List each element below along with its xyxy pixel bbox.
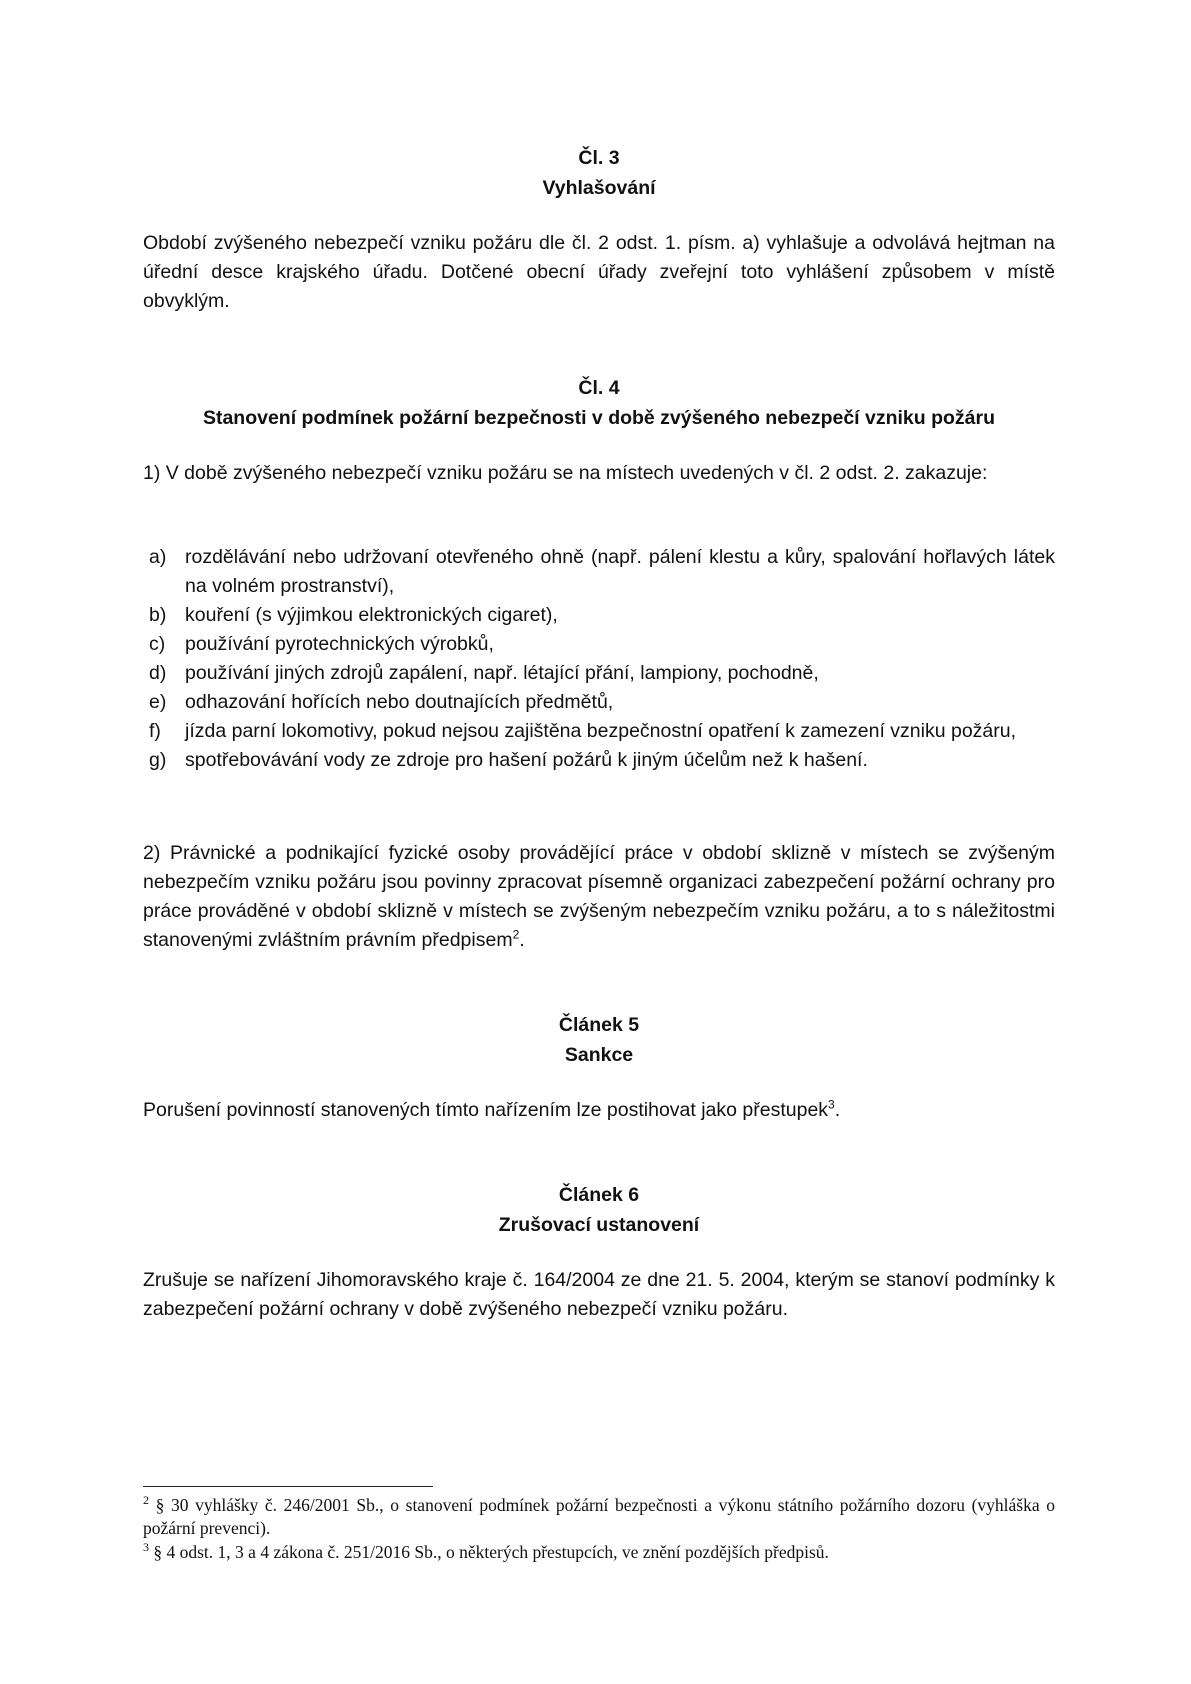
list-item [143,688,1055,717]
footnote-mark: 3 [143,1540,149,1555]
document-page [143,0,1055,1684]
list-marker: f) [149,720,161,742]
list-item [143,717,1055,746]
footnote [143,1494,1055,1540]
list-item [143,630,1055,659]
article-title: Vyhlašování [542,177,656,199]
footnote-text: § 30 vyhlášky č. 246/2001 Sb., o stanovení podmínek požární bezpečnosti a výkonu státního požárního dozoru (vyhláška o požární prevenci). [143,1495,1055,1538]
list-marker: e) [149,691,167,713]
article-5-heading [143,1010,1055,1070]
footnote-text: § 4 odst. 1, 3 a 4 zákona č. 251/2016 Sb., o některých přestupcích, ve znění pozdějších předpisů. [149,1542,829,1562]
list-marker: g) [149,749,167,771]
article-3-heading [143,143,1055,203]
prohibition-list [143,543,1055,775]
article-6-text: Zrušuje se nařízení Jihomoravského kraje č. 164/2004 ze dne 21. 5. 2004, kterým se stanoví podmínky k zabezpečení požární ochrany v době zvýšeného nebezpečí vzniku požáru. [143,1269,1055,1320]
article-title: Stanovení podmínek požární bezpečnosti v době zvýšeného nebezpečí vzniku požáru [202,407,996,429]
list-marker: d) [149,662,167,684]
article-number: Článek 6 [558,1184,640,1206]
list-item [143,659,1055,688]
article-6-heading [143,1180,1055,1240]
article-4-paragraph-2 [143,839,1055,955]
list-item-text: používání jiných zdrojů zapálení, např. létající přání, lampiony, pochodně, [185,662,819,684]
footnote-ref: 2 [512,927,520,942]
list-marker: b) [149,604,167,626]
article-number: Článek 5 [558,1014,640,1036]
article-number: Čl. 3 [578,147,620,169]
footnote-mark: 2 [143,1493,149,1508]
article-3-text: Období zvýšeného nebezpečí vzniku požáru dle čl. 2 odst. 1. písm. a) vyhlašuje a odvolává hejtman na úřední desce krajského úřadu. Dotčené obecní úřady zveřejní toto vyhlášení způsobem v místě obvyklým. [143,232,1055,312]
list-item-text: kouření (s výjimkou elektronických cigaret), [185,604,558,626]
article-5-text [143,1096,1055,1125]
paragraph-text: Porušení povinností stanovených tímto nařízením lze postihovat jako přestupek [143,1099,829,1121]
list-marker: a) [149,546,167,568]
list-item [143,746,1055,775]
paragraph-end: . [519,929,525,951]
article-title: Sankce [564,1044,634,1066]
article-number: Čl. 4 [578,377,620,399]
article-title: Zrušovací ustanovení [498,1214,700,1236]
list-item-text: spotřebovávání vody ze zdroje pro hašení požárů k jiným účelům než k hašení. [185,749,868,771]
paragraph-end: . [834,1099,841,1121]
list-marker: c) [149,633,166,655]
list-item-text: jízda parní lokomotivy, pokud nejsou zajištěna bezpečnostní opatření k zamezení vzniku požáru, [185,720,1017,742]
list-item [143,543,1055,601]
paragraph-text: 2) Právnické a podnikající fyzické osoby provádějící práce v období sklizně v místech se zvýšeným nebezpečím vzniku požáru jsou povinny zpracovat písemně organizaci zabezpečení požární ochrany pro práce prováděné v období sklizně v místech se zvýšeným nebezpečím vzniku požáru, a to s náležitostmi stanovenými zvláštním právním předpisem [143,842,1055,951]
list-item-text: odhazování hořících nebo doutnajících předmětů, [185,691,614,713]
article-4-heading [143,373,1055,433]
footnote-separator [143,1486,433,1487]
list-item [143,601,1055,630]
footnote [143,1541,1055,1564]
list-item-text: rozdělávání nebo udržovaní otevřeného ohně (např. pálení klestu a kůry, spalování hořlavých látek na volném prostranství), [185,546,1055,597]
footnote-ref: 3 [828,1097,835,1112]
list-item-text: používání pyrotechnických výrobků, [185,633,494,655]
article-4-intro: 1) V době zvýšeného nebezpečí vzniku požáru se na místech uvedených v čl. 2 odst. 2. zakazuje: [143,462,988,484]
